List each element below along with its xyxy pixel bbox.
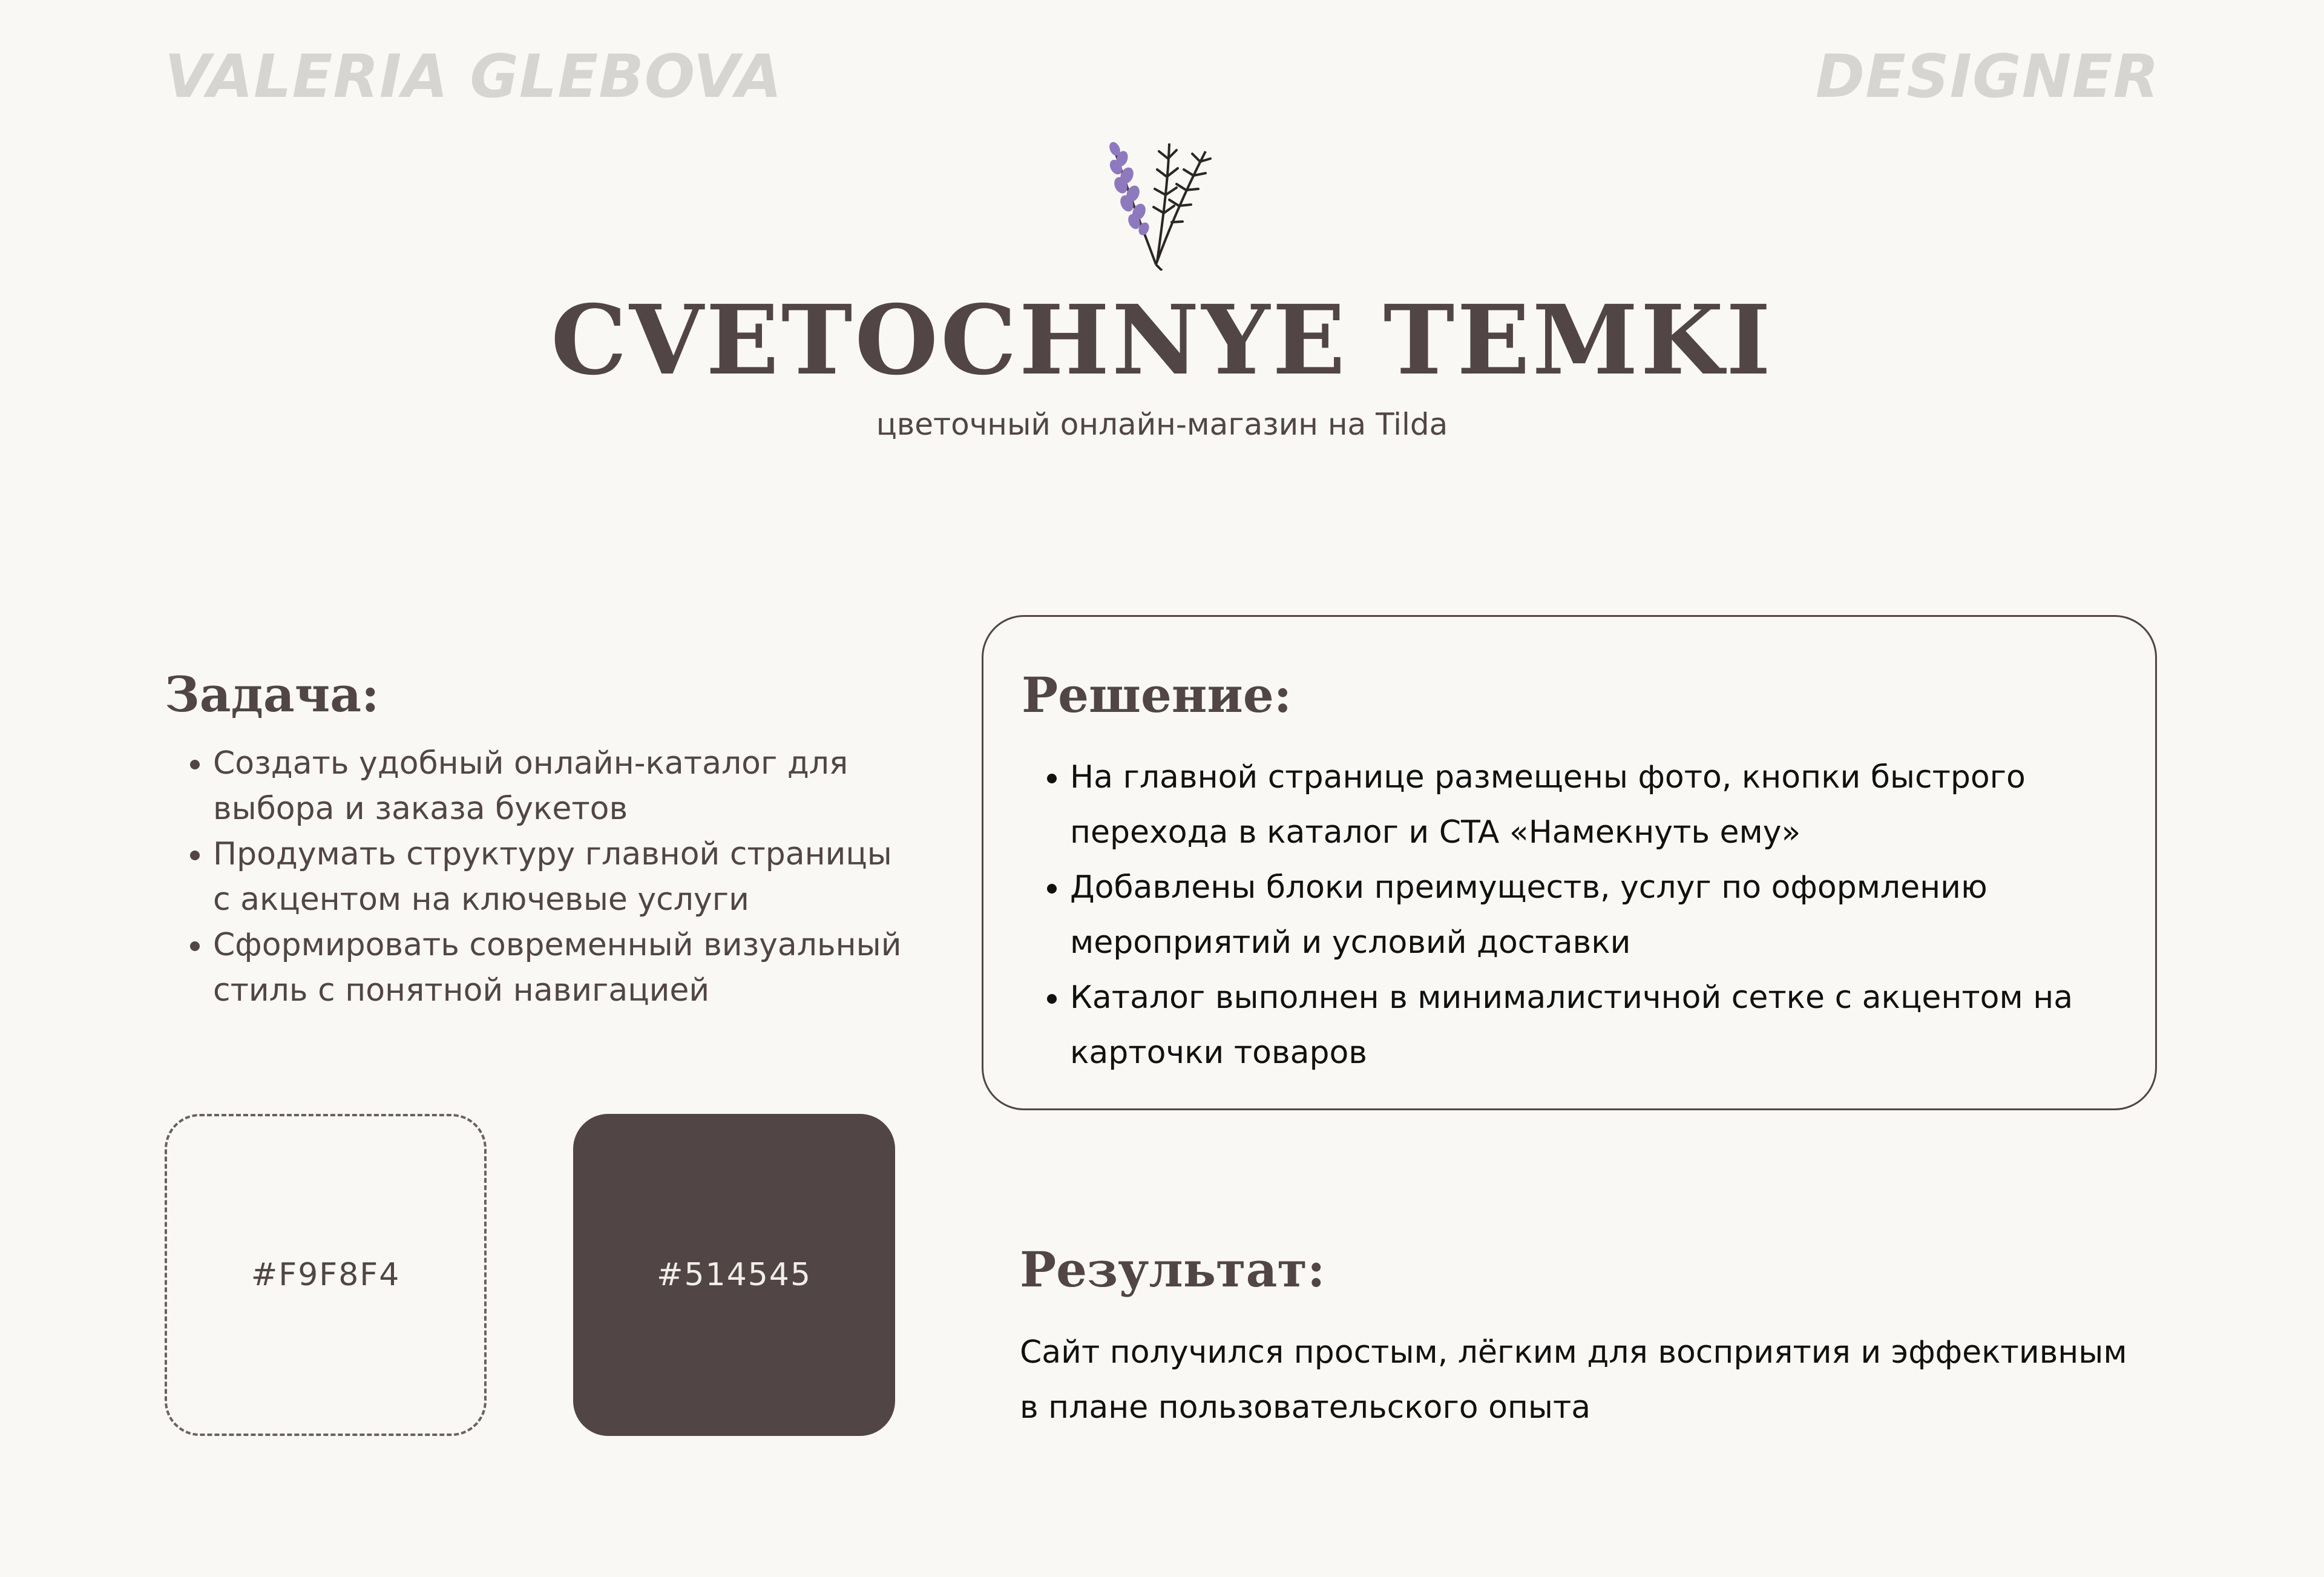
result-heading: Результат: — [1020, 1241, 1325, 1298]
solution-heading: Решение: — [1022, 667, 1292, 723]
color-swatch-light — [165, 1114, 487, 1436]
list-item: • Создать удобный онлайн-каталог для выбора и заказа букетов — [213, 741, 909, 832]
project-title: CVETOCHNYE TEMKI — [551, 285, 1773, 397]
lavender-rosemary-sprig-icon — [1101, 140, 1223, 271]
list-item: • Каталог выполнен в минималистичной сетке с акцентом на карточки товаров — [1070, 970, 2075, 1081]
project-subtitle: цветочный онлайн-магазин на Tilda — [876, 407, 1448, 442]
solution-card — [982, 615, 2157, 1110]
color-swatch-label: #514545 — [656, 1257, 812, 1293]
color-swatch-dark — [573, 1114, 895, 1436]
task-list — [165, 741, 951, 1013]
designer-name: VALERIA GLEBOVA — [165, 42, 783, 111]
solution-list — [1022, 750, 2075, 1081]
list-item: • Сформировать современный визуальный стиль с понятной навигацией — [213, 923, 909, 1013]
task-section — [165, 666, 951, 1013]
result-text: Сайт получился простым, лёгким для восприятия и эффективным в плане пользовательского опыта — [1020, 1334, 2127, 1426]
color-swatch-label: #F9F8F4 — [251, 1257, 401, 1293]
list-item: • Продумать структуру главной страницы с акцентом на ключевые услуги — [213, 832, 909, 923]
list-item: • На главной странице размещены фото, кнопки быстрого перехода в каталог и CTA «Намекнуть ему» — [1070, 750, 2075, 860]
task-heading: Задача: — [165, 666, 379, 723]
list-item: • Добавлены блоки преимуществ, услуг по оформлению мероприятий и условий доставки — [1070, 860, 2075, 970]
designer-role: DESIGNER — [1815, 42, 2159, 111]
result-section — [1020, 1241, 2158, 1435]
